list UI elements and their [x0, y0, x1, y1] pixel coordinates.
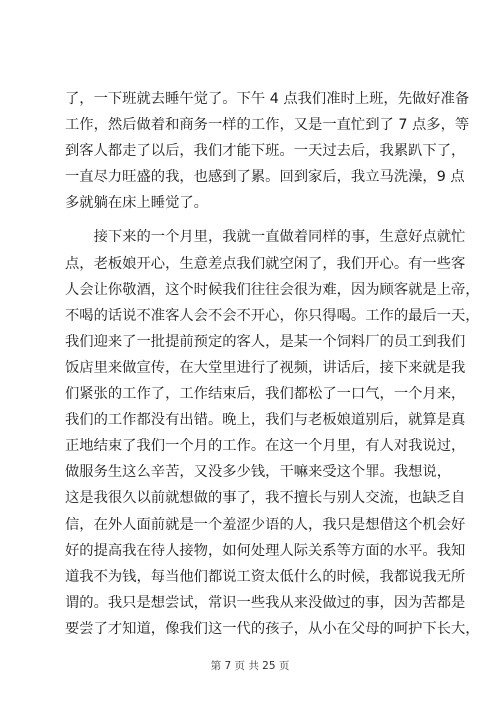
text-line: 要尝了才知道，像我们这一代的孩子，从小在父母的呵护下长大， — [65, 620, 480, 637]
page-number-footer: 第 7 页 共 25 页 — [210, 660, 290, 672]
text-line: 接下来的一个月里，我就一直做着同样的事，生意好点就忙 — [65, 229, 466, 246]
text-line: 人会让你敬酒，这个时候我们往往会很为难，因为顾客就是上帝， — [65, 281, 480, 298]
text-line: 道我不为钱，每当他们都说工资太低什么的时候，我都说我无所 — [65, 568, 466, 585]
text-line: 我们迎来了一批提前预定的客人，是某一个饲料厂的员工到我们 — [65, 333, 466, 350]
text-line: 正地结束了我们一个月的工作。在这一个月里，有人对我说过， — [65, 438, 466, 455]
text-line: 好的提高我在待人接物，如何处理人际关系等方面的水平。我知 — [65, 542, 466, 559]
text-line: 到客人都走了以后，我们才能下班。一天过去后，我累趴下了， — [65, 143, 466, 160]
text-line: 了，一下班就去睡午觉了。下午 4 点我们准时上班，先做好准备 — [65, 91, 470, 107]
text-line: 多就躺在床上睡觉了。 — [65, 195, 208, 212]
text-line: 我们的工作都没有出错。晚上，我们与老板娘道别后，就算是真 — [65, 412, 466, 429]
text-line: 一直尽力旺盛的我，也感到了累。回到家后，我立马洗澡，9 点 — [65, 169, 465, 186]
paragraph-spacer — [65, 216, 437, 224]
text-line: 信，在外人面前就是一个羞涩少语的人，我只是想借这个机会好 — [65, 516, 466, 533]
text-line: 不喝的话说不准客人会不会不开心，你只得喝。工作的最后一天， — [65, 307, 480, 324]
text-line: 这是我很久以前就想做的事了，我不擅长与别人交流，也缺乏自 — [65, 490, 466, 507]
paragraph-1 — [65, 86, 470, 216]
text-line: 工作，然后做着和商务一样的工作，又是一直忙到了 7 点多，等 — [65, 117, 470, 134]
text-line: 谓的。我只是想尝试，常识一些我从来没做过的事，因为苦都是 — [65, 594, 466, 611]
text-line: 们紧张的工作了，工作结束后，我们都松了一口气，一个月来， — [65, 386, 466, 403]
paragraph-2 — [65, 224, 480, 642]
text-line: 做服务生这么辛苦，又没多少钱，干嘛来受这个罪。我想说， — [65, 464, 452, 481]
document-body — [65, 86, 480, 642]
text-line: 饭店里来做宣传，在大堂里进行了视频，讲话后，接下来就是我 — [65, 359, 466, 376]
text-line: 点，老板娘开心，生意差点我们就空闲了，我们开心。有一些客 — [65, 255, 466, 272]
